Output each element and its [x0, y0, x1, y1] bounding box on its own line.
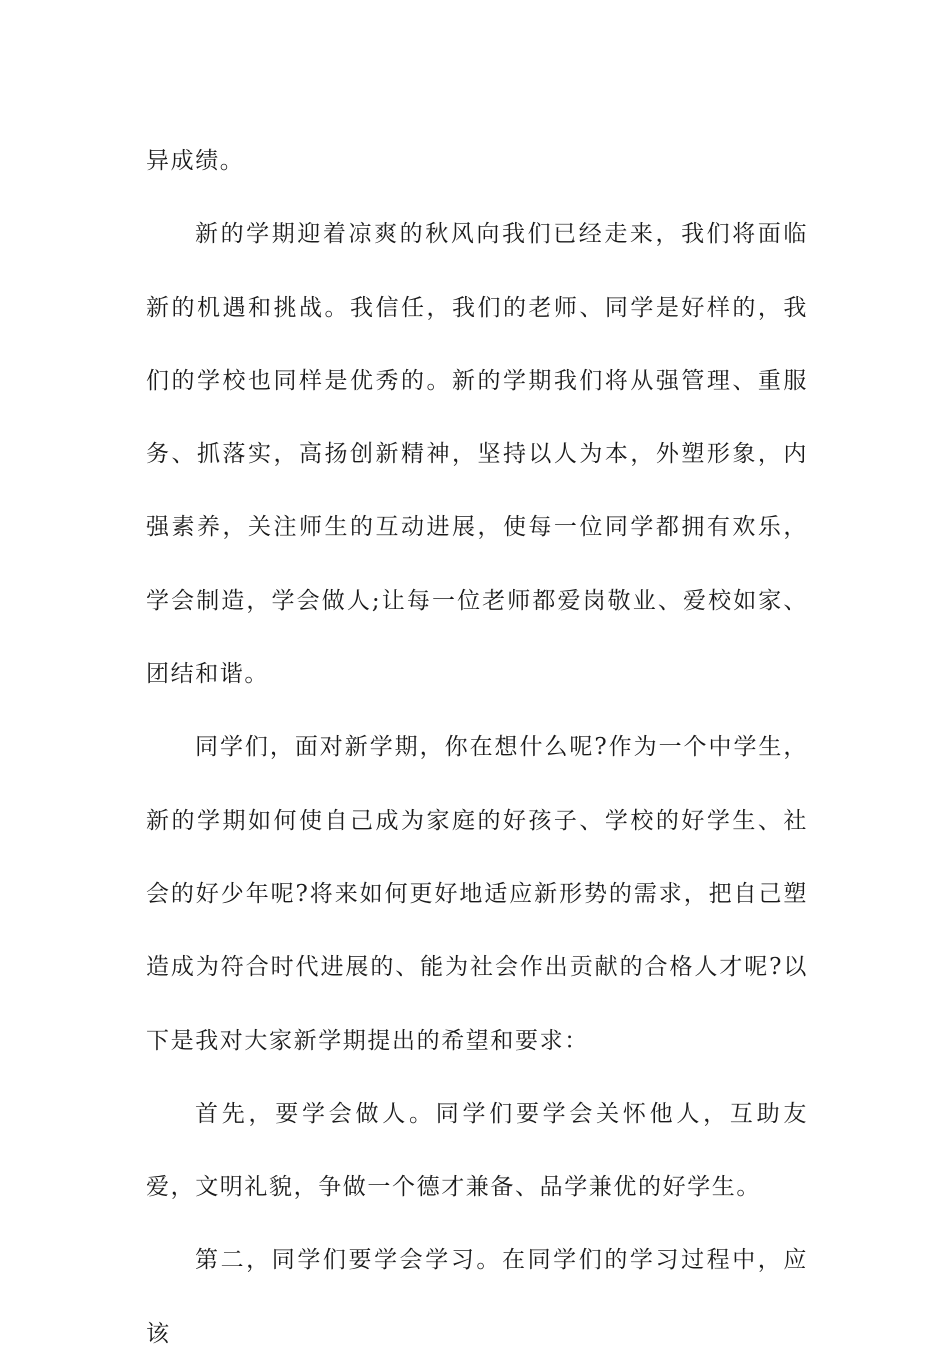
paragraph-second-requirement: 第二，同学们要学会学习。在同学们的学习过程中，应该 — [146, 1247, 808, 1347]
paragraph-new-semester: 新的学期迎着凉爽的秋风向我们已经走来，我们将面临新的机遇和挑战。我信任，我们的老师、同学是好样的，我们的学校也同样是优秀的。新的学期我们将从强管理、重服务、抓落实，高扬创新精神，坚持以人为本，外塑形象，内强素养，关注师生的互动进展，使每一位同学都拥有欢乐，学会制造，学会做人;让每一位老师都爱岗敬业、爱校如家、团结和谐。 — [146, 221, 808, 688]
paragraph-students-question: 同学们，面对新学期，你在想什么呢?作为一个中学生，新的学期如何使自己成为家庭的好孩子、学校的好学生、社会的好少年呢?将来如何更好地适应新形势的需求，把自己塑造成为符合时代进展的、能为社会作出贡献的合格人才呢?以下是我对大家新学期提出的希望和要求： — [146, 734, 808, 1054]
paragraph-continuation: 异成绩。 — [146, 148, 245, 174]
body-text — [146, 125, 808, 1371]
paragraph-first-requirement: 首先，要学会做人。同学们要学会关怀他人，互助友爱，文明礼貌，争做一个德才兼备、品学兼优的好学生。 — [146, 1100, 808, 1201]
